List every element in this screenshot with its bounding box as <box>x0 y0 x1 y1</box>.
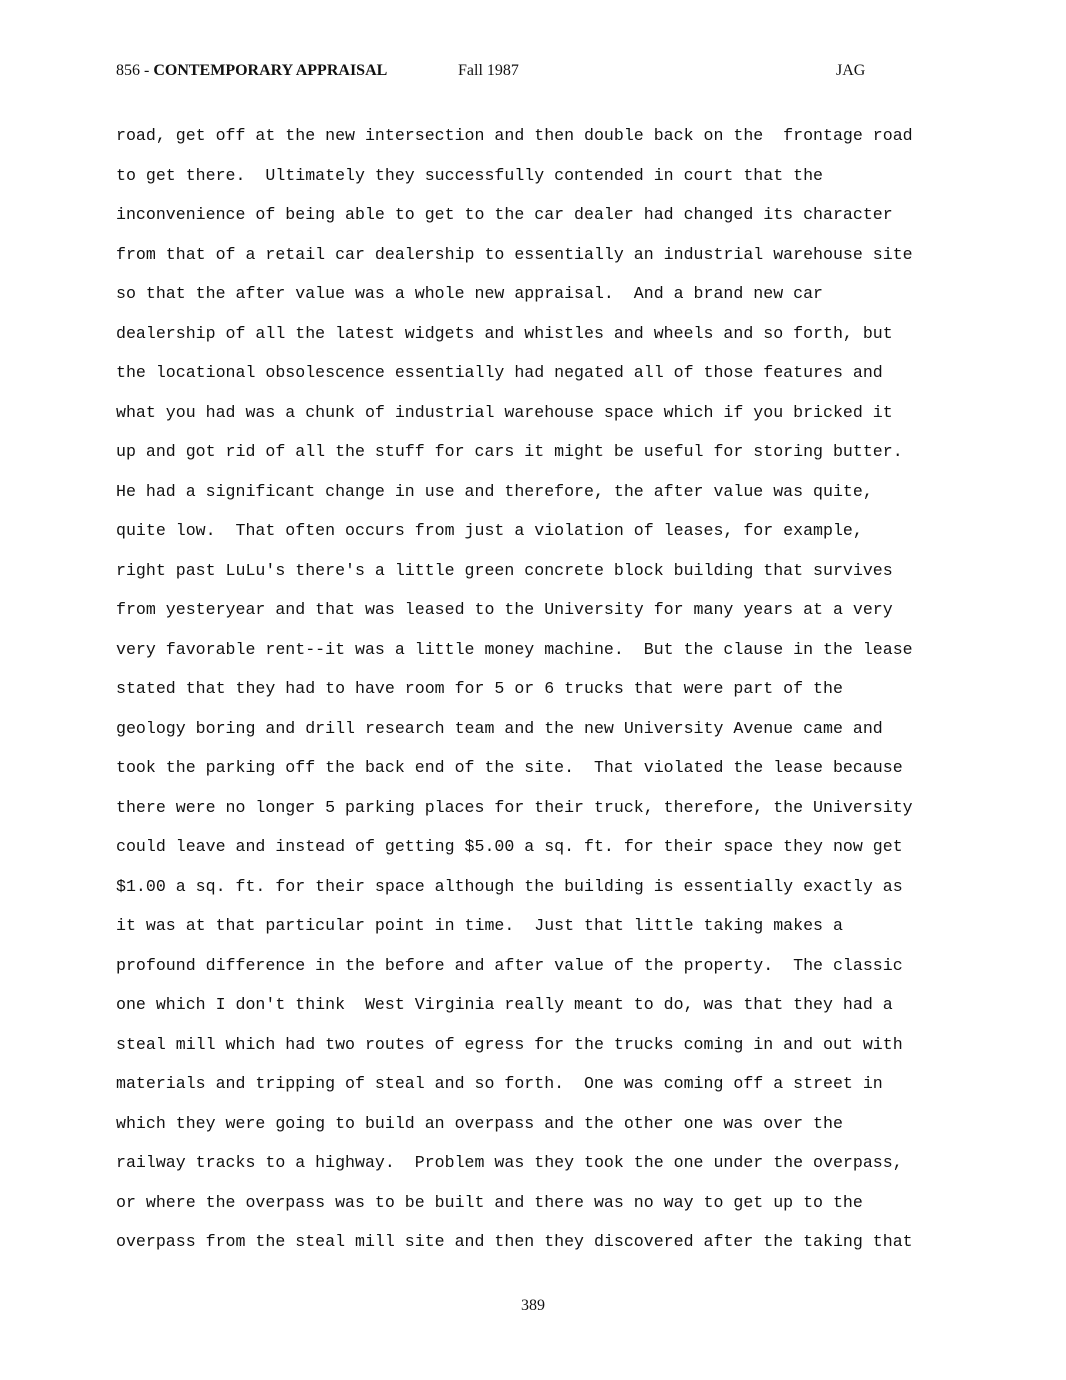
text-line: He had a significant change in use and therefore, the after value was quite, <box>116 481 873 501</box>
text-line: could leave and instead of getting $5.00 a sq. ft. for their space they now get <box>116 837 903 856</box>
term-label: Fall 1987 <box>458 62 519 79</box>
course-number: 856 - <box>116 62 154 79</box>
page-number: 389 <box>521 1297 545 1314</box>
text-line: to get there. Ultimately they successfully contended in court that the <box>116 165 824 185</box>
transcript-body <box>116 116 1016 1262</box>
text-line: overpass from the steal mill site and then they discovered after the taking that <box>116 1232 913 1251</box>
text-line: $1.00 a sq. ft. for their space although the building is essentially exactly as <box>116 876 903 896</box>
text-line: materials and tripping of steal and so forth. One was coming off a street in <box>116 1074 883 1093</box>
text-line: quite low. That often occurs from just a violation of leases, for example, <box>116 521 863 540</box>
text-line: up and got rid of all the stuff for cars it might be useful for storing butter. <box>116 442 903 461</box>
text-line: dealership of all the latest widgets and whistles and wheels and so forth, but <box>116 323 893 343</box>
text-line: profound difference in the before and after value of the property. The classic <box>116 955 903 975</box>
text-line: stated that they had to have room for 5 or 6 trucks that were part of the <box>116 679 843 698</box>
text-line: from that of a retail car dealership to essentially an industrial warehouse site <box>116 244 913 264</box>
text-line: it was at that particular point in time. Just that little taking makes a <box>116 916 843 935</box>
text-line: inconvenience of being able to get to the car dealer had changed its character <box>116 205 893 224</box>
text-line: there were no longer 5 parking places for their truck, therefore, the University <box>116 797 913 817</box>
text-line: one which I don't think West Virginia really meant to do, was that they had a <box>116 995 893 1014</box>
text-line: what you had was a chunk of industrial warehouse space which if you bricked it <box>116 402 893 422</box>
text-line: steal mill which had two routes of egress for the trucks coming in and out with <box>116 1034 903 1054</box>
text-line: from yesteryear and that was leased to the University for many years at a very <box>116 600 893 619</box>
text-line: geology boring and drill research team and the new University Avenue came and <box>116 718 883 738</box>
text-line: the locational obsolescence essentially had negated all of those features and <box>116 363 883 382</box>
text-line: took the parking off the back end of the site. That violated the lease because <box>116 758 903 777</box>
course-heading <box>116 62 387 80</box>
author-initials: JAG <box>836 62 866 79</box>
text-line: so that the after value was a whole new appraisal. And a brand new car <box>116 284 824 303</box>
course-title: CONTEMPORARY APPRAISAL <box>153 62 388 79</box>
text-line: railway tracks to a highway. Problem was they took the one under the overpass, <box>116 1153 903 1172</box>
text-line: which they were going to build an overpass and the other one was over the <box>116 1113 843 1133</box>
text-line: very favorable rent--it was a little money machine. But the clause in the lease <box>116 639 913 659</box>
text-line: right past LuLu's there's a little green concrete block building that survives <box>116 560 893 580</box>
text-line: or where the overpass was to be built and there was no way to get up to the <box>116 1192 863 1212</box>
page-header <box>116 62 876 86</box>
text-line: road, get off at the new intersection and then double back on the frontage road <box>116 126 913 145</box>
